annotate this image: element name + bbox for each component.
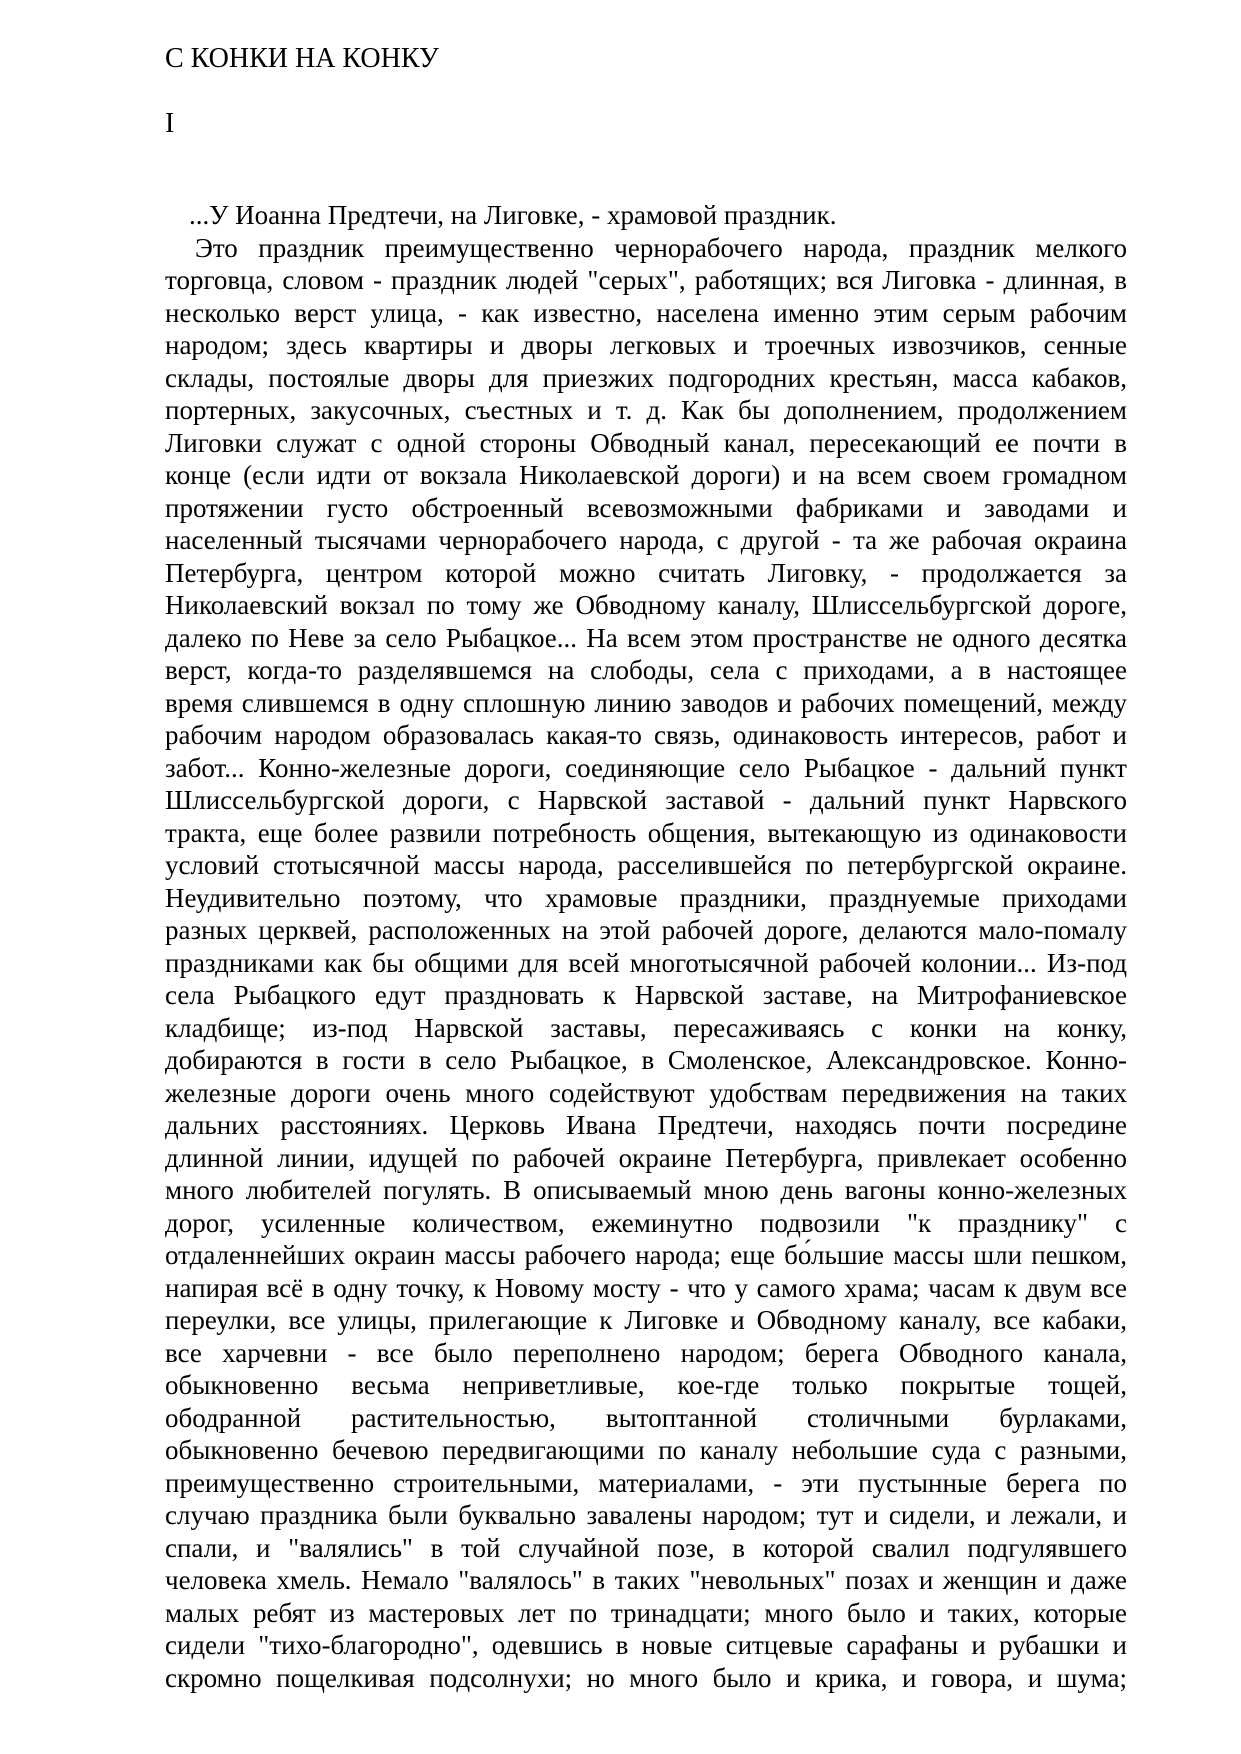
text-line: Это праздник преимущественно чернорабочего народа, праздник мелкого — [195, 232, 1127, 263]
text-line: праздниками как бы общими для всей многотысячной рабочей колонии... Из-под — [165, 947, 1127, 978]
text-line: отдаленнейших окраин массы рабочего народа; еще бо́льшие массы шли пешком, — [165, 1240, 1127, 1270]
text-line: обыкновенно бечевою передвигающими по каналу небольшие суда с разными, — [165, 1435, 1127, 1465]
text-line: разных церквей, расположенных на этой рабочей дороге, делаются мало-помалу — [165, 915, 1127, 945]
text-line: верст, когда-то разделявшемся на слободы, села с приходами, а в настоящее — [165, 655, 1127, 685]
text-line: несколько верст улица, - как известно, населена именно этим серым рабочим — [165, 297, 1127, 328]
text-line: обыкновенно весьма неприветливые, кое-где только покрытые тощей, — [165, 1370, 1127, 1400]
text-line: склады, постоялые дворы для приезжих подгородних крестьян, масса кабаков, — [165, 362, 1127, 393]
text-line: Неудивительно поэтому, что храмовые праздники, празднуемые приходами — [165, 882, 1127, 913]
text-line: Николаевский вокзал по тому же Обводному каналу, Шлиссельбургской дороге, — [165, 590, 1127, 620]
text-line: добираются в гости в село Рыбацкое, в Смоленское, Александровское. Конно- — [165, 1045, 1127, 1075]
text-line: далеко по Неве за село Рыбацкое... На всем этом пространстве не одного десятка — [165, 622, 1127, 653]
body-text — [165, 199, 1127, 1694]
text-line: скромно пощелкивая подсолнухи; но много было и крика, и говора, и шума; — [165, 1662, 1127, 1693]
text-line: сидели "тихо-благородно", одевшись в новые ситцевые сарафаны и рубашки и — [165, 1630, 1127, 1660]
text-line: торговца, словом - праздник людей "серых", работящих; вся Лиговка - длинная, в — [165, 265, 1127, 295]
text-line: народом; здесь квартиры и дворы легковых и троечных извозчиков, сенные — [165, 330, 1127, 360]
text-line: все харчевни - все было переполнено народом; берега Обводного канала, — [165, 1337, 1127, 1368]
story-title: С КОНКИ НА КОНКУ — [165, 43, 439, 74]
text-line: спали, и "валялись" в той случайной позе, в которой свалил подгулявшего — [165, 1532, 1127, 1563]
text-line: человека хмель. Немало "валялось" в таких "невольных" позах и женщин и даже — [165, 1565, 1127, 1595]
text-line: Лиговки служат с одной стороны Обводный канал, пересекающий ее почти в — [165, 427, 1127, 458]
text-line: ободранной растительностью, вытоптанной столичными бурлаками, — [165, 1402, 1127, 1433]
text-line: много любителей погулять. В описываемый мною день вагоны конно-железных — [165, 1175, 1127, 1205]
text-line: протяжении густо обстроенный всевозможными фабриками и заводами и — [165, 492, 1127, 523]
text-line: кладбище; из-под Нарвской заставы, пересаживаясь с конки на конку, — [165, 1012, 1127, 1043]
text-line: конце (если идти от вокзала Николаевской дороги) и на всем своем громадном — [165, 460, 1127, 490]
text-line: портерных, закусочных, съестных и т. д. Как бы дополнением, продолжением — [165, 395, 1127, 425]
text-line: дальних расстояниях. Церковь Ивана Предтечи, находясь почти посредине — [165, 1110, 1127, 1140]
text-line: малых ребят из мастеровых лет по тринадцати; много было и таких, которые — [165, 1597, 1127, 1628]
text-line: ...У Иоанна Предтечи, на Лиговке, - храмовой праздник. — [189, 200, 837, 230]
text-line: забот... Конно-железные дороги, соединяющие село Рыбацкое - дальний пункт — [165, 752, 1127, 783]
text-line: населенный тысячами чернорабочего народа, с другой - та же рабочая окраина — [165, 525, 1127, 555]
text-line: дорог, усиленные количеством, ежеминутно подвозили "к празднику" с — [165, 1207, 1127, 1238]
text-line: тракта, еще более развили потребность общения, вытекающую из одинаковости — [165, 817, 1127, 848]
text-line: случаю праздника были буквально завалены народом; тут и сидели, и лежали, и — [165, 1500, 1127, 1530]
text-line: села Рыбацкого едут праздновать к Нарвской заставе, на Митрофаниевское — [165, 980, 1127, 1010]
text-line: условий стотысячной массы народа, расселившейся по петербургской окраине. — [165, 850, 1127, 880]
chapter-number: I — [165, 108, 175, 139]
text-line: преимущественно строительными, материалами, - эти пустынные берега по — [165, 1467, 1127, 1498]
text-line: переулки, все улицы, прилегающие к Лиговке и Обводному каналу, все кабаки, — [165, 1305, 1127, 1335]
text-line: Шлиссельбургской дороги, с Нарвской заставой - дальний пункт Нарвского — [165, 785, 1127, 815]
text-line: напирая всё в одну точку, к Новому мосту - что у самого храма; часам к двум все — [165, 1272, 1127, 1303]
text-line: рабочим народом образовалась какая-то связь, одинаковость интересов, работ и — [165, 720, 1127, 750]
text-line: железные дороги очень много содействуют удобствам передвижения на таких — [165, 1077, 1127, 1108]
text-line: Петербурга, центром которой можно считать Лиговку, - продолжается за — [165, 557, 1127, 588]
text-line: длинной линии, идущей по рабочей окраине Петербурга, привлекает особенно — [165, 1142, 1127, 1173]
text-line: время слившемся в одну сплошную линию заводов и рабочих помещений, между — [165, 687, 1127, 718]
